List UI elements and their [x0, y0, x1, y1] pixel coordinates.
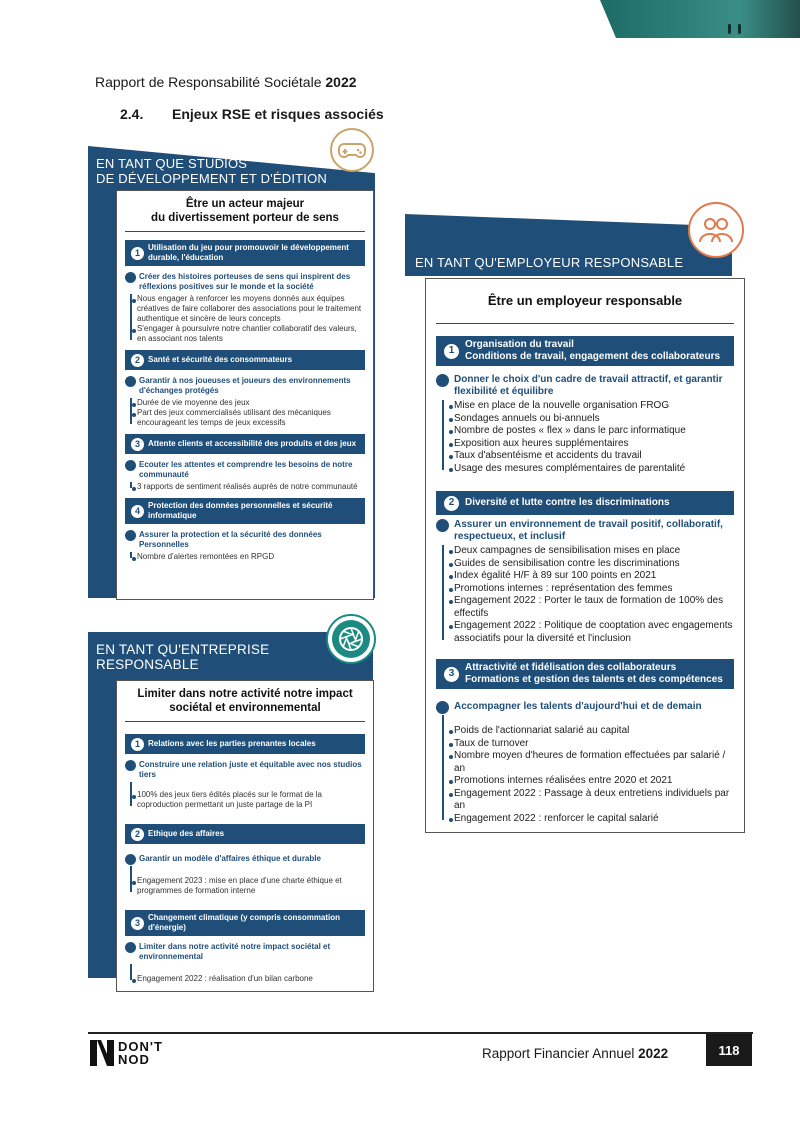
aperture-icon-fill: [332, 620, 370, 658]
gamepad-icon: [330, 128, 374, 172]
goal-bullet-icon: [436, 519, 449, 532]
logo-mark-icon: [90, 1040, 114, 1066]
bullet-item: Sondages annuels ou bi-annuels: [454, 413, 734, 426]
studios-item-bullets: [125, 398, 365, 428]
bullet-item: Nombre moyen d'heures de formation effectuées par salarié / an: [454, 750, 734, 775]
studios-item-goal: [125, 460, 365, 480]
goal-bullet-icon: [125, 460, 136, 471]
goal-text: Garantir à nos joueuses et joueurs des environnements d'échanges protégés: [139, 376, 351, 395]
entreprise-band-line2: RESPONSABLE: [96, 657, 199, 672]
bullet-item: 100% des jeux tiers édités placés sur le format de la coproduction permettant un juste partage de la PI: [137, 790, 365, 810]
item-header-text: [465, 662, 723, 686]
studios-band-line1: EN TANT QUE STUDIOS: [96, 156, 248, 171]
item-header-text: Relations avec les parties prenantes locales: [148, 739, 316, 748]
connector-line: [442, 400, 444, 470]
goal-text: Accompagner les talents d'aujourd'hui et de demain: [454, 701, 702, 712]
goal-bullet-icon: [125, 942, 136, 953]
goal-text: Ecouter les attentes et comprendre les besoins de notre communauté: [139, 460, 353, 479]
divider: [125, 231, 365, 232]
footer-divider: [88, 1032, 753, 1034]
studios-item-header: [125, 434, 365, 454]
goal-bullet-icon: [125, 530, 136, 541]
item-number: 2: [131, 828, 144, 841]
item-header-line2: Formations et gestion des talents et des compétences: [465, 674, 723, 685]
connector-line: [130, 398, 132, 424]
bullet-item: Nous engager à renforcer les moyens donnés aux équipes créatives de faire collaborer des associations pour le traitement authentique et sincère de leurs concepts: [137, 294, 365, 324]
bullet-item: Promotions internes : représentation des femmes: [454, 583, 734, 596]
footer-year: 2022: [638, 1046, 669, 1061]
studios-item-goal: [125, 376, 365, 396]
studios-card-title-line2: du divertissement porteur de sens: [151, 212, 339, 224]
bullet-item: Part des jeux commercialisés utilisant des mécaniques encourageant les temps de jeux excessifs: [137, 408, 365, 428]
section-heading: [120, 106, 384, 122]
bullet-item: 3 rapports de sentiment réalisés auprès de notre communauté: [137, 482, 365, 492]
employeur-card: [425, 278, 745, 833]
studios-item-header: [125, 498, 365, 524]
bullet-item: Nombre de postes « flex » dans le parc informatique: [454, 425, 734, 438]
item-header-text: Santé et sécurité des consommateurs: [148, 355, 293, 364]
bullet-item: Engagement 2022 : Porter le taux de formation de 100% des effectifs: [454, 595, 734, 620]
section-title: Enjeux RSE et risques associés: [172, 106, 384, 122]
studios-band-label: [96, 156, 327, 186]
employeur-item-goal: [436, 519, 734, 543]
entreprise-item-header: [125, 734, 365, 754]
goal-bullet-icon: [125, 272, 136, 283]
entreprise-item-goal: [125, 760, 365, 780]
item-header-text: Utilisation du jeu pour promouvoir le développement durable, l'éducation: [148, 243, 349, 262]
studios-item-goal: [125, 272, 365, 292]
goal-bullet-icon: [436, 701, 449, 714]
studios-item-header: [125, 240, 365, 266]
bullet-item: Nombre d'alertes remontées en RPGD: [137, 552, 365, 562]
item-header-text: Attente clients et accessibilité des produits et des jeux: [148, 439, 357, 448]
logo-text: [118, 1040, 163, 1066]
entreprise-item-bullets: [125, 782, 365, 810]
item-header-line1: Attractivité et fidélisation des collaborateurs: [465, 662, 677, 673]
connector-line: [442, 715, 444, 820]
report-title: Rapport de Responsabilité Sociétale: [95, 74, 322, 90]
goal-text: Garantir un modèle d'affaires éthique et durable: [139, 854, 321, 863]
item-number: 1: [131, 247, 144, 260]
divider: [436, 323, 734, 324]
bullet-item: Guides de sensibilisation contre les discriminations: [454, 558, 734, 571]
bullet-item: Engagement 2022 : réalisation d'un bilan carbone: [137, 974, 365, 984]
logo-line1: DON'T: [118, 1039, 163, 1054]
entreprise-item-bullets: [125, 964, 365, 984]
entreprise-card-title-line1: Limiter dans notre activité notre impact: [137, 688, 353, 700]
people-icon: [688, 202, 744, 258]
report-header: [95, 74, 357, 90]
entreprise-item-goal: [125, 854, 365, 864]
entreprise-item-bullets: [125, 866, 365, 896]
item-header-line2: Conditions de travail, engagement des collaborateurs: [465, 351, 721, 362]
item-number: 3: [444, 667, 459, 682]
employeur-card-title: Être un employeur responsable: [487, 293, 683, 308]
bullet-item: Taux de turnover: [454, 738, 734, 751]
item-header-line1: Organisation du travail: [465, 339, 574, 350]
goal-bullet-icon: [125, 854, 136, 865]
report-year: 2022: [325, 74, 357, 90]
employeur-item-header: [436, 491, 734, 515]
entreprise-item-goal: [125, 942, 365, 962]
item-header-text: Diversité et lutte contre les discriminations: [465, 497, 670, 508]
entreprise-card: [116, 680, 374, 992]
dontnod-logo: [90, 1040, 163, 1066]
entreprise-band-label: [96, 642, 269, 672]
employeur-item-header: [436, 659, 734, 689]
entreprise-card-title-line2: sociétal et environnemental: [169, 702, 321, 714]
bullet-item: Exposition aux heures supplémentaires: [454, 438, 734, 451]
page-number: 118: [706, 1034, 752, 1066]
goal-text: Limiter dans notre activité notre impact sociétal et environnemental: [139, 942, 331, 961]
item-header-text: Protection des données personnelles et sécurité informatique: [148, 501, 333, 520]
goal-bullet-icon: [125, 760, 136, 771]
bullet-item: Usage des mesures complémentaires de parentalité: [454, 463, 734, 476]
item-number: 3: [131, 438, 144, 451]
item-header-text: Ethique des affaires: [148, 829, 225, 838]
employeur-band-label: EN TANT QU'EMPLOYEUR RESPONSABLE: [415, 255, 684, 270]
studios-item-header: [125, 350, 365, 370]
bullet-item: Engagement 2023 : mise en place d'une charte éthique et programmes de formation interne: [137, 876, 365, 896]
studios-item-goal: [125, 530, 365, 550]
aperture-icon: [326, 614, 376, 664]
logo-line2: NOD: [118, 1052, 150, 1067]
entreprise-item-header: [125, 824, 365, 844]
studios-item-bullets: [125, 294, 365, 344]
goal-text: Construire une relation juste et équitable avec nos studios tiers: [139, 760, 362, 779]
item-header-text: Changement climatique (y compris consommation d'énergie): [148, 913, 341, 932]
employeur-item-goal: [436, 701, 734, 713]
section-number: 2.4.: [120, 106, 144, 122]
bullet-item: Durée de vie moyenne des jeux: [137, 398, 365, 408]
entreprise-band-line1: EN TANT QU'ENTREPRISE: [96, 642, 270, 657]
divider: [125, 721, 365, 722]
employeur-item-bullets: [436, 545, 734, 645]
entreprise-item-header: [125, 910, 365, 936]
footer-report-title: Rapport Financier Annuel: [482, 1046, 635, 1061]
connector-line: [130, 964, 132, 980]
connector-line: [442, 545, 444, 640]
employeur-item-bullets: [436, 715, 734, 825]
goal-text: Créer des histoires porteuses de sens qui inspirent des réflexions positives sur le monde et la société: [139, 272, 351, 291]
item-number: 1: [444, 344, 459, 359]
bullet-item: Mise en place de la nouvelle organisation FROG: [454, 400, 734, 413]
studios-item-bullets: [125, 482, 365, 492]
footer-title: [482, 1046, 668, 1061]
employeur-item-header: [436, 336, 734, 366]
studios-band-line2: DE DÉVELOPPEMENT ET D'ÉDITION: [96, 171, 328, 186]
bullet-item: S'engager à poursuivre notre chantier collaboratif des valeurs, en associant nos talents: [137, 324, 365, 344]
item-number: 1: [131, 738, 144, 751]
bullet-item: Taux d'absentéisme et accidents du travail: [454, 450, 734, 463]
employeur-item-goal: [436, 374, 734, 398]
item-number: 2: [131, 354, 144, 367]
connector-line: [130, 782, 132, 806]
figure-silhouette: [728, 24, 731, 34]
bullet-item: Deux campagnes de sensibilisation mises en place: [454, 545, 734, 558]
studios-card-title-line1: Être un acteur majeur: [185, 198, 305, 210]
item-number: 2: [444, 496, 459, 511]
entreprise-card-title: [125, 687, 365, 715]
studios-item-bullets: [125, 552, 365, 562]
figure-silhouette: [738, 24, 741, 34]
studios-card-title: [125, 197, 365, 225]
item-header-text: [465, 339, 720, 363]
bullet-item: Engagement 2022 : Politique de cooptation avec engagements associatifs pour la diversité et l'inclusion: [454, 620, 733, 644]
bullet-item: Engagement 2022 : Passage à deux entretiens individuels par an: [454, 788, 734, 813]
goal-bullet-icon: [125, 376, 136, 387]
bullet-item: Engagement 2022 : renforcer le capital salarié: [454, 813, 734, 826]
goal-bullet-icon: [436, 374, 449, 387]
goal-text: Assurer la protection et la sécurité des données Personnelles: [139, 530, 322, 549]
item-number: 4: [131, 505, 144, 518]
item-number: 3: [131, 917, 144, 930]
goal-text: Donner le choix d'un cadre de travail attractif, et garantir flexibilité et équilibre: [454, 374, 723, 397]
connector-line: [130, 866, 132, 892]
bullet-item: Index égalité H/F à 89 sur 100 points en 2021: [454, 570, 734, 583]
bullet-item: Promotions internes réalisées entre 2020 et 2021: [454, 775, 734, 788]
header-artwork: [600, 0, 800, 38]
studios-card: [116, 190, 374, 600]
employeur-item-bullets: [436, 400, 734, 475]
goal-text: Assurer un environnement de travail positif, collaboratif, respectueux, et inclusif: [454, 519, 723, 542]
bullet-item: Poids de l'actionnariat salarié au capital: [454, 725, 734, 738]
